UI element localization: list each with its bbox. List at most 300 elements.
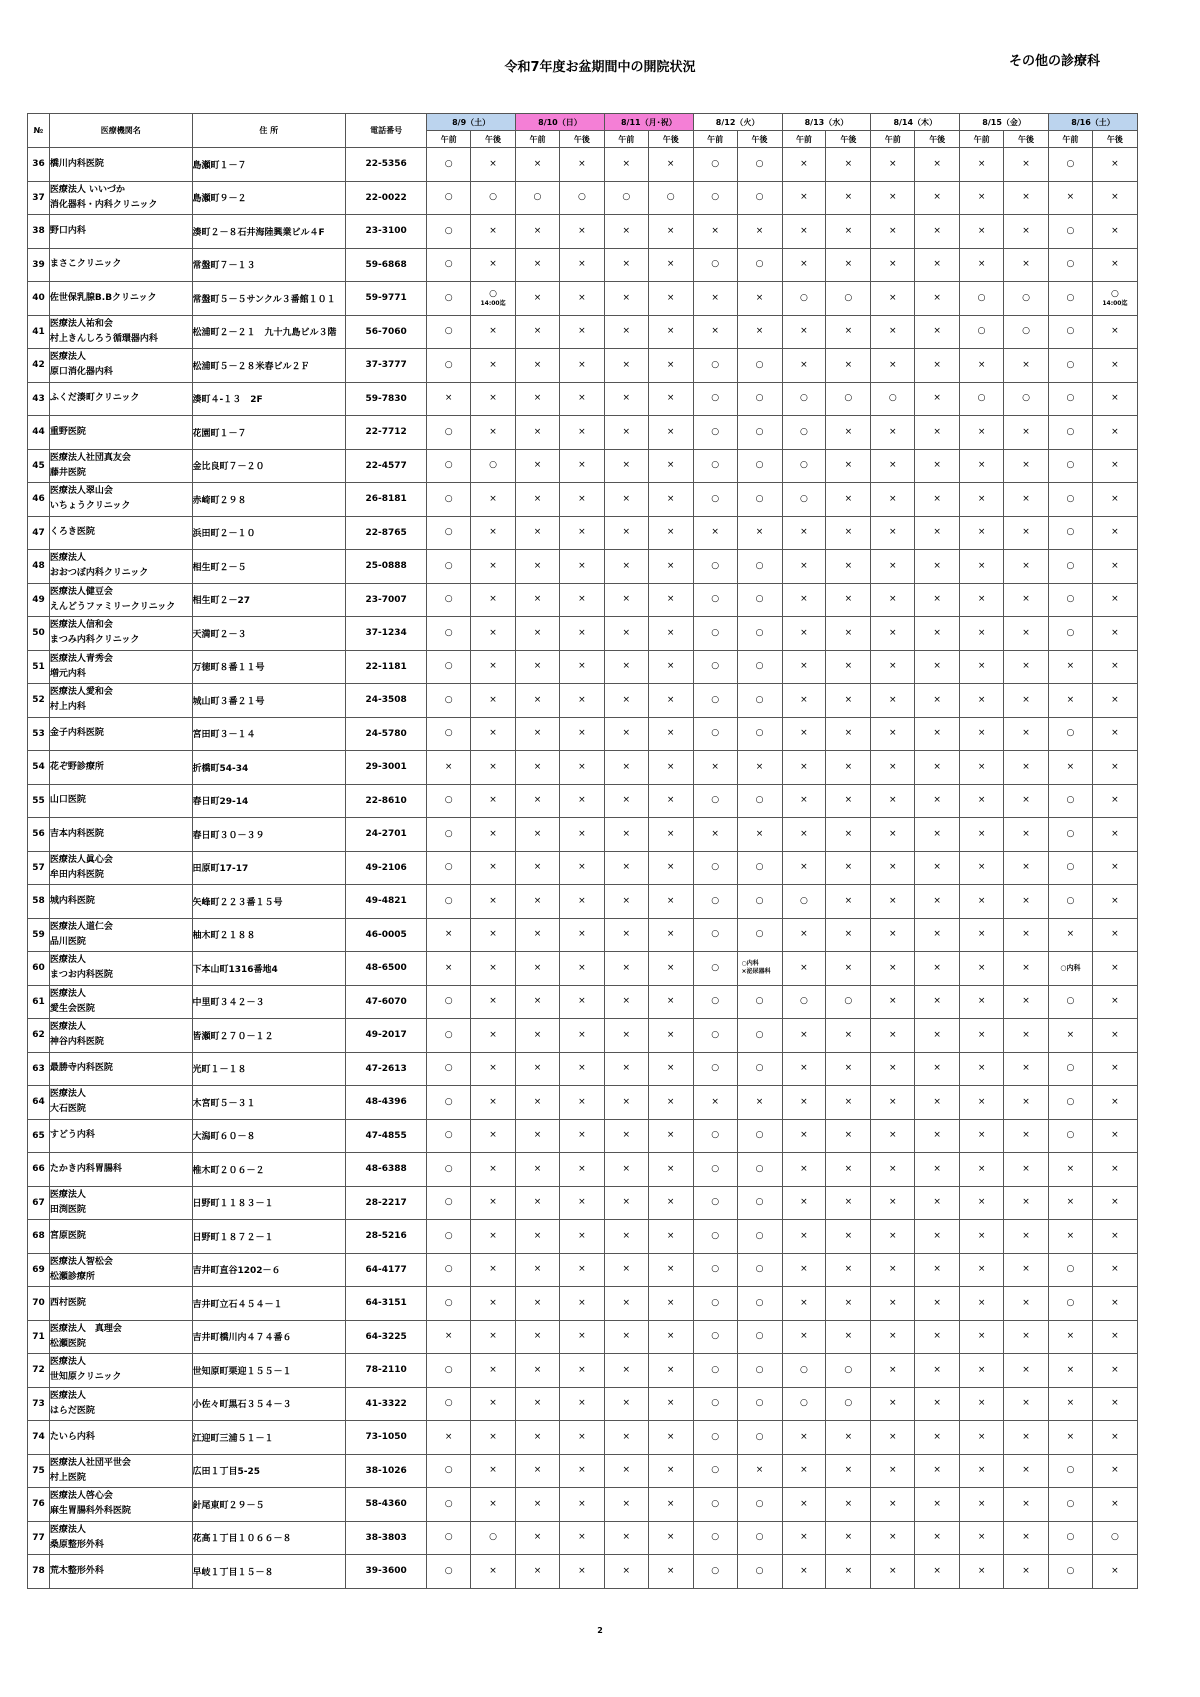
status-cell: ×: [559, 1521, 604, 1555]
clinic-name-line: 医療法人: [49, 955, 86, 966]
status-cell: ×: [604, 784, 648, 818]
status-cell: ×: [871, 315, 915, 349]
status-cell: ×: [648, 1287, 693, 1321]
clinic-tel: 59-6868: [346, 248, 427, 282]
status-cell: ×: [1092, 851, 1137, 885]
status-cell: ×: [737, 215, 782, 249]
clinic-address: 木宮町５－３１: [192, 1086, 346, 1120]
table-row: [28, 349, 1138, 383]
status-cell: ○: [427, 1019, 471, 1053]
row-number: 47: [28, 516, 50, 550]
table-row: [28, 1421, 1138, 1455]
clinic-name: [49, 617, 192, 651]
status-cell: ×: [604, 416, 648, 450]
status-cell: ○: [693, 1488, 737, 1522]
status-cell: ×: [782, 1186, 826, 1220]
clinic-address: 吉井町橋川内４７４番６: [192, 1320, 346, 1354]
status-cell: ○ 14:00迄: [471, 282, 516, 316]
status-cell: ×: [782, 1521, 826, 1555]
status-cell: ×: [826, 1119, 871, 1153]
status-cell: ○: [1049, 885, 1093, 919]
table-row: [28, 382, 1138, 416]
status-cell: ×: [915, 1186, 960, 1220]
clinic-tel: 24-5780: [346, 717, 427, 751]
row-number: 40: [28, 282, 50, 316]
status-cell: ×: [915, 885, 960, 919]
status-cell: ×: [471, 550, 516, 584]
status-cell: ×: [1004, 248, 1049, 282]
status-cell: ×: [1004, 1320, 1049, 1354]
header-pm: 午後: [471, 131, 516, 148]
status-cell: ×: [960, 985, 1004, 1019]
status-cell: ×: [960, 215, 1004, 249]
status-cell: ×: [693, 751, 737, 785]
status-cell: ○: [1049, 985, 1093, 1019]
status-cell: ○: [427, 349, 471, 383]
header-am: 午前: [871, 131, 915, 148]
header-date: 8/16（土）: [1049, 114, 1138, 131]
clinic-name-line: まつお内科医院: [49, 970, 113, 981]
status-cell: ×: [1092, 885, 1137, 919]
status-cell: ×: [871, 349, 915, 383]
status-cell: ×: [559, 918, 604, 952]
status-cell: ×: [826, 449, 871, 483]
status-cell: ×: [826, 1153, 871, 1187]
status-cell: ×: [871, 1119, 915, 1153]
status-cell: ○: [737, 1186, 782, 1220]
status-cell: ○: [693, 1153, 737, 1187]
clinic-address: 万徳町８番１１号: [192, 650, 346, 684]
clinic-address: 赤崎町２９８: [192, 483, 346, 517]
status-cell: ○: [427, 684, 471, 718]
clinic-tel: 47-2613: [346, 1052, 427, 1086]
status-cell: ○: [693, 1186, 737, 1220]
status-cell: ○: [427, 282, 471, 316]
status-cell: ○: [693, 985, 737, 1019]
status-cell: ○: [427, 784, 471, 818]
status-cell: ×: [1004, 1253, 1049, 1287]
status-cell: ×: [782, 617, 826, 651]
status-cell: ×: [648, 382, 693, 416]
clinic-name: [49, 851, 192, 885]
status-cell: ×: [782, 784, 826, 818]
status-cell: ×: [648, 483, 693, 517]
status-cell: ○: [737, 1220, 782, 1254]
status-cell: ×: [915, 1220, 960, 1254]
table-row: [28, 1086, 1138, 1120]
status-cell: ×: [960, 1220, 1004, 1254]
status-cell: ○: [737, 583, 782, 617]
status-cell: ×: [1092, 1220, 1137, 1254]
header-pm: 午後: [737, 131, 782, 148]
status-cell: ×: [960, 1387, 1004, 1421]
clinic-name: [49, 784, 192, 818]
status-cell: ×: [871, 717, 915, 751]
clinic-tel: 64-4177: [346, 1253, 427, 1287]
status-cell: ○内科: [1049, 952, 1093, 986]
status-cell: ×: [1092, 1320, 1137, 1354]
clinic-address: 島瀬町１－７: [192, 148, 346, 182]
status-cell: ×: [960, 1186, 1004, 1220]
status-cell: ×: [559, 315, 604, 349]
row-number: 71: [28, 1320, 50, 1354]
clinic-address: 折橋町54-34: [192, 751, 346, 785]
status-cell: ×: [471, 248, 516, 282]
status-cell: ○: [782, 483, 826, 517]
clinic-tel: 22-0022: [346, 181, 427, 215]
clinic-name: [49, 918, 192, 952]
table-row: [28, 1354, 1138, 1388]
table-row: [28, 1488, 1138, 1522]
status-cell: ○: [1092, 1521, 1137, 1555]
clinic-address: 下本山町1316番地4: [192, 952, 346, 986]
status-cell: ×: [1049, 1320, 1093, 1354]
status-cell: ×: [427, 751, 471, 785]
status-cell: ×: [648, 1052, 693, 1086]
status-cell: ×: [1004, 751, 1049, 785]
status-cell: ×: [516, 550, 560, 584]
status-cell: ×: [782, 215, 826, 249]
status-cell: ×: [471, 885, 516, 919]
clinic-name-line: まさこクリニック: [49, 259, 122, 270]
status-cell: ○: [693, 148, 737, 182]
status-cell: ×: [471, 416, 516, 450]
clinic-name-line: えんどうファミリークリニック: [49, 601, 176, 612]
status-cell: ×: [604, 1253, 648, 1287]
status-cell: ○: [427, 650, 471, 684]
row-number: 69: [28, 1253, 50, 1287]
status-cell: ○: [427, 483, 471, 517]
status-cell: ×: [960, 918, 1004, 952]
status-cell: ×: [516, 516, 560, 550]
status-cell: ×: [648, 248, 693, 282]
status-cell: ×: [559, 1555, 604, 1589]
status-cell: ×: [1004, 349, 1049, 383]
table-row: [28, 617, 1138, 651]
clinic-address: 日野町１８７２－１: [192, 1220, 346, 1254]
status-cell: ○: [1049, 315, 1093, 349]
status-cell: ×: [648, 550, 693, 584]
status-cell: ×: [471, 382, 516, 416]
status-cell: ×: [471, 784, 516, 818]
table-row: [28, 1320, 1138, 1354]
clinic-address: 春日町３０－３９: [192, 818, 346, 852]
status-cell: ×: [1092, 248, 1137, 282]
clinic-name-line: すどう内科: [49, 1130, 95, 1141]
status-cell: ×: [871, 851, 915, 885]
status-cell: ×: [559, 717, 604, 751]
status-cell: ×: [1004, 215, 1049, 249]
status-cell: ×: [516, 248, 560, 282]
status-cell: ×: [915, 1454, 960, 1488]
status-cell: ×: [871, 550, 915, 584]
status-cell: ×: [960, 416, 1004, 450]
status-cell: ×: [915, 918, 960, 952]
row-number: 38: [28, 215, 50, 249]
status-cell: ○: [427, 1454, 471, 1488]
status-cell: ×: [960, 1421, 1004, 1455]
clinic-name-line: おおつぼ内科クリニック: [49, 568, 149, 579]
status-cell: ○: [427, 248, 471, 282]
clinic-name-line: くろき医院: [49, 527, 95, 538]
status-cell: ×: [1004, 650, 1049, 684]
status-cell: ×: [471, 1153, 516, 1187]
status-cell: ○: [1004, 382, 1049, 416]
status-cell: ×: [1004, 684, 1049, 718]
status-cell: ×: [604, 684, 648, 718]
status-cell: ○: [427, 148, 471, 182]
status-cell: ○: [1049, 1488, 1093, 1522]
status-cell: ×: [559, 1153, 604, 1187]
header-am: 午前: [960, 131, 1004, 148]
status-cell: ×: [1092, 215, 1137, 249]
status-cell: ×: [516, 684, 560, 718]
status-cell: ○: [1049, 1253, 1093, 1287]
status-cell: ×: [604, 382, 648, 416]
status-cell: ×: [693, 1086, 737, 1120]
status-cell: ×: [516, 1488, 560, 1522]
status-cell: ×: [516, 818, 560, 852]
status-cell: ○: [1049, 617, 1093, 651]
status-cell: ×: [915, 282, 960, 316]
clinic-name-line: 医療法人 いいづか: [49, 184, 126, 195]
status-cell: ×: [1092, 1153, 1137, 1187]
status-cell: ○: [1049, 583, 1093, 617]
status-cell: ×: [960, 1454, 1004, 1488]
status-cell: ×: [737, 751, 782, 785]
status-cell: ×: [693, 516, 737, 550]
status-cell: ○: [693, 885, 737, 919]
status-cell: ×: [1092, 985, 1137, 1019]
clinic-tel: 56-7060: [346, 315, 427, 349]
status-cell: ×: [915, 985, 960, 1019]
clinic-tel: 37-1234: [346, 617, 427, 651]
table-row: [28, 1019, 1138, 1053]
clinic-address: 田原町17-17: [192, 851, 346, 885]
status-cell: ×: [1092, 1019, 1137, 1053]
status-cell: ×: [826, 851, 871, 885]
status-cell: ×: [871, 1488, 915, 1522]
status-cell: ×: [915, 1153, 960, 1187]
status-cell: ×: [1049, 1186, 1093, 1220]
status-cell: ×: [960, 1287, 1004, 1321]
clinic-name: [49, 751, 192, 785]
status-cell: ×: [826, 583, 871, 617]
row-number: 73: [28, 1387, 50, 1421]
status-cell: ○: [1049, 449, 1093, 483]
status-cell: ×: [871, 583, 915, 617]
status-cell: ○: [826, 1387, 871, 1421]
row-number: 54: [28, 751, 50, 785]
status-cell: ×: [516, 1387, 560, 1421]
header-date: 8/14（木）: [871, 114, 960, 131]
clinic-name-line: 宮原医院: [49, 1230, 86, 1241]
status-cell: ×: [648, 1521, 693, 1555]
clinic-name-line: 医療法人: [49, 1357, 86, 1368]
clinic-name-line: 花ぞ野診療所: [49, 761, 104, 772]
status-cell: ○: [693, 1521, 737, 1555]
status-cell: ×: [559, 784, 604, 818]
status-cell: ×: [471, 1320, 516, 1354]
row-number: 48: [28, 550, 50, 584]
table-row: [28, 583, 1138, 617]
status-cell: ×: [960, 248, 1004, 282]
status-cell: ×: [915, 449, 960, 483]
status-cell: ×: [516, 1086, 560, 1120]
clinic-address: 宮田町３－１４: [192, 717, 346, 751]
status-cell: ×: [960, 483, 1004, 517]
status-cell: ×: [559, 1421, 604, 1455]
clinic-tel: 47-4855: [346, 1119, 427, 1153]
status-cell: ×: [960, 751, 1004, 785]
status-cell: ×: [915, 751, 960, 785]
status-cell: ×: [915, 516, 960, 550]
status-cell: ×: [915, 181, 960, 215]
status-cell: ×: [915, 650, 960, 684]
status-cell: ○: [782, 449, 826, 483]
status-cell: ×: [604, 148, 648, 182]
status-cell: ×: [648, 1387, 693, 1421]
status-cell: ×: [471, 617, 516, 651]
status-cell: ×: [516, 449, 560, 483]
row-number: 45: [28, 449, 50, 483]
status-cell: ×: [915, 382, 960, 416]
clinic-name-line: 医療法人祐和会: [49, 318, 113, 329]
status-cell: ×: [782, 583, 826, 617]
clinic-tel: 23-3100: [346, 215, 427, 249]
status-cell: ○: [737, 1387, 782, 1421]
status-cell: ×: [559, 1086, 604, 1120]
status-cell: ○: [1049, 282, 1093, 316]
status-cell: ×: [1004, 1220, 1049, 1254]
status-cell: ○: [427, 1521, 471, 1555]
clinic-tel: 49-2106: [346, 851, 427, 885]
clinic-name-line: 医療法人: [49, 988, 86, 999]
schedule-table: [27, 113, 1138, 1589]
status-cell: ×: [648, 583, 693, 617]
status-cell: ×: [471, 215, 516, 249]
header-name: 医療機関名: [49, 114, 192, 148]
status-cell: ×: [471, 751, 516, 785]
status-cell: ○: [1049, 516, 1093, 550]
status-cell: ×: [871, 1320, 915, 1354]
table-row: [28, 1052, 1138, 1086]
clinic-tel: 47-6070: [346, 985, 427, 1019]
status-cell: ×: [960, 784, 1004, 818]
status-cell: ×: [604, 1387, 648, 1421]
status-cell: ×: [559, 1119, 604, 1153]
clinic-name: [49, 416, 192, 450]
status-cell: ×: [782, 918, 826, 952]
status-cell: ○: [471, 1521, 516, 1555]
clinic-name-line: はらだ医院: [49, 1405, 95, 1416]
clinic-name: [49, 1387, 192, 1421]
status-cell: ×: [648, 1421, 693, 1455]
status-cell: ×: [1049, 650, 1093, 684]
status-cell: ×: [915, 1320, 960, 1354]
status-cell: ×: [1049, 1387, 1093, 1421]
status-cell: ×: [915, 583, 960, 617]
clinic-name-line: 佐世保乳腺B.Bクリニック: [49, 292, 157, 303]
status-cell: ○: [427, 885, 471, 919]
status-cell: ×: [648, 449, 693, 483]
status-cell: ×: [471, 684, 516, 718]
status-cell: ○: [427, 1052, 471, 1086]
clinic-name-line: 医療法人青秀会: [49, 653, 113, 664]
clinic-address: 花園町１－７: [192, 416, 346, 450]
status-cell: ×: [1004, 1186, 1049, 1220]
clinic-name-line: 原口消化器内科: [49, 367, 113, 378]
clinic-name-line: 西村医院: [49, 1297, 86, 1308]
row-number: 41: [28, 315, 50, 349]
status-cell: ○: [960, 382, 1004, 416]
row-number: 36: [28, 148, 50, 182]
status-cell: ○: [737, 918, 782, 952]
status-cell: ×: [1092, 1086, 1137, 1120]
clinic-name: [49, 1287, 192, 1321]
status-cell: ×: [604, 650, 648, 684]
status-cell: ×: [782, 1119, 826, 1153]
row-number: 63: [28, 1052, 50, 1086]
status-cell: ○: [1049, 550, 1093, 584]
status-cell: ×: [559, 985, 604, 1019]
status-cell: ×: [516, 1354, 560, 1388]
status-cell: ○: [427, 1253, 471, 1287]
status-cell: ×: [782, 315, 826, 349]
status-cell: ×: [648, 1320, 693, 1354]
status-cell: ×: [871, 684, 915, 718]
clinic-name: [49, 1555, 192, 1589]
clinic-name: [49, 483, 192, 517]
row-number: 74: [28, 1421, 50, 1455]
status-cell: ×: [1004, 1287, 1049, 1321]
status-cell: ×: [871, 1521, 915, 1555]
status-cell: ○: [1004, 315, 1049, 349]
clinic-name-line: 医療法人 真理会: [49, 1323, 122, 1334]
status-cell: ×: [559, 416, 604, 450]
status-cell: ×: [648, 918, 693, 952]
status-cell: ○: [1049, 851, 1093, 885]
status-cell: ×: [871, 1153, 915, 1187]
status-cell: ×: [1004, 1019, 1049, 1053]
status-cell: ×: [648, 650, 693, 684]
status-cell: ×: [604, 1220, 648, 1254]
table-row: [28, 1153, 1138, 1187]
status-cell: ×: [1004, 851, 1049, 885]
status-cell: ×: [915, 1488, 960, 1522]
status-cell: ×: [960, 516, 1004, 550]
status-cell: ×: [1004, 617, 1049, 651]
status-cell: ×: [604, 248, 648, 282]
status-cell: ×: [516, 1119, 560, 1153]
status-cell: ×: [960, 1119, 1004, 1153]
clinic-address: 金比良町７－２０: [192, 449, 346, 483]
clinic-tel: 48-4396: [346, 1086, 427, 1120]
status-cell: ×: [1004, 818, 1049, 852]
clinic-name: [49, 148, 192, 182]
status-cell: ×: [471, 985, 516, 1019]
status-cell: ○: [737, 717, 782, 751]
clinic-address: 光町１－１８: [192, 1052, 346, 1086]
table-row: [28, 516, 1138, 550]
status-cell: ×: [1004, 1454, 1049, 1488]
clinic-name: [49, 1454, 192, 1488]
status-cell: ×: [915, 1287, 960, 1321]
status-cell: ×: [1092, 1555, 1137, 1589]
status-cell: ○: [693, 684, 737, 718]
status-cell: ×: [604, 918, 648, 952]
row-number: 60: [28, 952, 50, 986]
